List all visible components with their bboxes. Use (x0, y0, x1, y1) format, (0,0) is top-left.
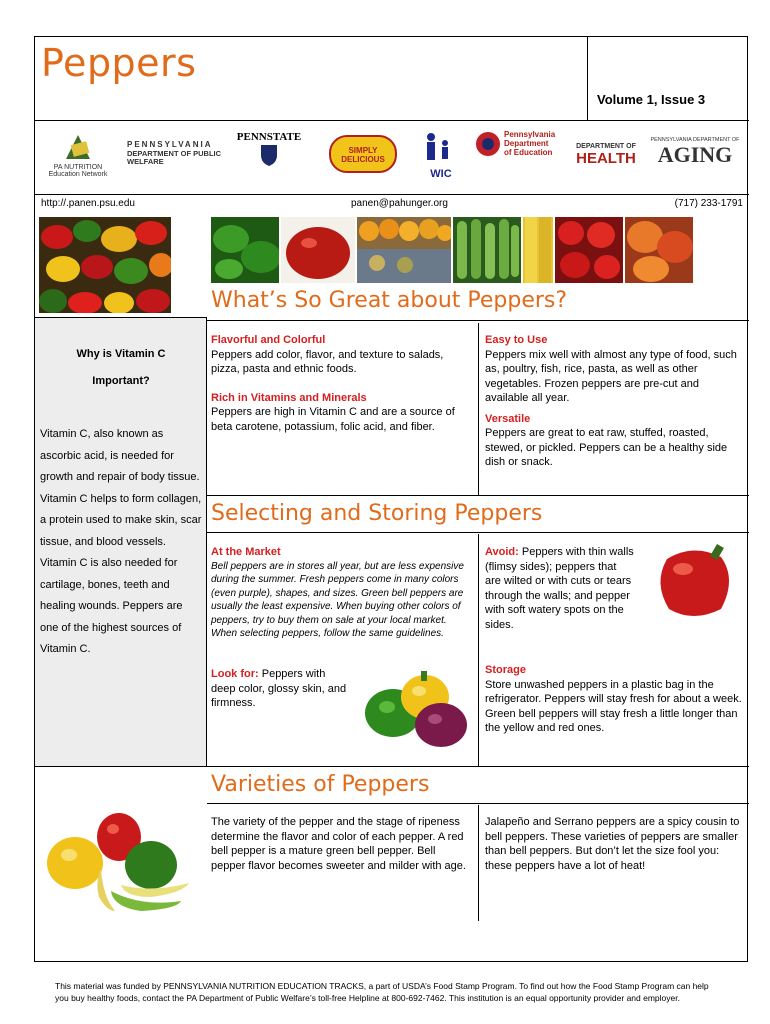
pepper-pile-photo (39, 217, 171, 313)
section2-column-divider (478, 534, 479, 766)
section1-left-column (211, 333, 475, 434)
storage-block (485, 663, 745, 736)
lookfor-body: Peppers with deep color, glossy skin, and firmness. (211, 668, 347, 709)
market-heading: At the Market (211, 546, 281, 558)
issue-label: Volume 1, Issue 3 (597, 92, 706, 107)
okra-photo (453, 217, 521, 283)
bell-peppers-trio-photo (359, 663, 475, 751)
avoid-block (485, 545, 635, 632)
varieties-right-body: Jalapeño and Serrano peppers are a spicy cousin to bell peppers. These varieties of peppers are smaller than bell peppers. But don’t let the size fool you: these peppers have a lot of heat! (485, 816, 740, 872)
aging-logo-text: PENNSYLVANIA DEPARTMENT OF (650, 137, 740, 143)
health-logo (573, 131, 639, 181)
vitamin-c-sidebar (35, 318, 207, 766)
panen-emblem-icon (58, 131, 98, 161)
rich-heading: Rich in Vitamins and Minerals (211, 391, 367, 404)
masthead (35, 37, 749, 121)
green-pepper-photo (211, 217, 279, 283)
simply-delicious-logo (325, 131, 401, 181)
section-title-varieties: Varieties of Peppers (207, 766, 749, 804)
avoid-heading: Avoid: (485, 546, 519, 558)
panen-logo (45, 131, 111, 181)
strawberry-photo (555, 217, 623, 283)
pennstate-logo-text: PENNSTATE (236, 131, 302, 143)
section1-right-column (485, 333, 745, 470)
tomato-photo (281, 217, 355, 283)
flavorful-body: Peppers add color, flavor, and texture to salads, pizza, pasta and ethnic foods. (211, 348, 444, 375)
phone-number: (717) 233-1791 (674, 198, 743, 209)
funding-footer: This material was funded by PENNSYLVANIA NUTRITION EDUCATION TRACKS, a part of USDA’s Food Stamp Program. To find out how the Food Stamp Program can help you buy healthy foods, contact the PA Department of Public Welfare’s toll-free Helpline at 800-692-7462. This institution is an equal opportunity provider and employer. (55, 981, 709, 1003)
wic-logo (415, 131, 467, 181)
storage-heading: Storage (485, 664, 526, 676)
avoid-body: Peppers with thin walls (flimsy sides); peppers that are wilted or with cuts or tears through the walls; and pepper with soft watery spots on the sides. (485, 546, 634, 631)
panen-logo-subtext: Education Network (48, 171, 108, 179)
page-title: Peppers (41, 41, 197, 85)
section3-column-divider (478, 805, 479, 921)
health-logo-subtext: HEALTH (576, 149, 636, 167)
mixed-peppers-photo (41, 801, 199, 915)
section1-column-divider (478, 323, 479, 495)
lookfor-block (211, 667, 351, 711)
section2-left-column (211, 545, 475, 641)
versatile-body: Peppers are great to eat raw, stuffed, roasted, stewed, or pickled. Peppers can be a healthy side dish or snack. (485, 427, 728, 468)
section-title-great: What’s So Great about Peppers? (207, 283, 749, 321)
flavorful-heading: Flavorful and Colorful (211, 334, 326, 346)
sidebar-body: Vitamin C, also known as ascorbic acid, is needed for growth and repair of body tissue. Vitamin C helps to form collagen, a protein used to make skin, scar tissue, and blood vessels. Vitamin C is also needed for cartilage, bones, teeth and healing wounds. Peppers are one of the highest sources of Vitamin C. (40, 428, 202, 655)
masthead-divider (587, 37, 588, 121)
easy-heading: Easy to Use (485, 334, 548, 346)
corn-photo (523, 217, 553, 283)
sidebar-question-line1: Why is Vitamin C (76, 348, 166, 360)
easy-body: Peppers mix well with almost any type of food, such as, poultry, fish, rice, pasta, as well as other vegetables. Frozen peppers are pre-cut and available all year. (485, 348, 737, 404)
section3-left-rule (35, 766, 207, 767)
email-link[interactable]: panen@pahunger.org (351, 198, 448, 209)
sidebar-question-line2: Important? (92, 375, 150, 387)
health-logo-text: DEPARTMENT OF (576, 143, 636, 150)
dpw-logo-text: PENNSYLVANIA (127, 140, 213, 149)
storage-body: Store unwashed peppers in a plastic bag in the refrigerator. Peppers will stay fresh for about a week. Green bell peppers will stay fresh a little longer than the yellow and red ones. (485, 678, 742, 734)
market-body: Bell peppers are in stores all year, but are less expensive during the summer. Fresh peppers come in many colors (even purple), shapes, and sizes. Green bell peppers are usually the least expensive. When buying other colors of peppers, try to buy them on sale at your local market. When selecting peppers, follow the same guidelines. (211, 560, 464, 639)
newsletter-page (34, 36, 748, 962)
pde-logo-subtext: Department (504, 138, 549, 148)
section3-right-column (485, 815, 745, 873)
produce-market-photo (357, 217, 451, 283)
sponsor-logo-bar (35, 121, 749, 195)
pde-logo (475, 131, 567, 181)
wic-family-icon (421, 131, 461, 165)
website-link[interactable]: http://.panen.psu.edu (41, 198, 135, 209)
dpw-logo (127, 131, 225, 181)
pde-logo-subtext-2: of Education (504, 147, 553, 157)
pennstate-logo (225, 131, 313, 181)
pennstate-shield-icon (259, 143, 279, 167)
wic-logo-text: WIC (430, 167, 452, 180)
simply-delicious-text: SIMPLY DELICIOUS (329, 135, 397, 173)
pde-logo-text: Pennsylvania (504, 131, 556, 139)
panen-logo-text: PA NUTRITION (53, 163, 103, 171)
aging-logo (649, 131, 741, 181)
red-pepper-photo (647, 539, 739, 623)
section-title-selecting: Selecting and Storing Peppers (207, 495, 749, 533)
dpw-logo-subtext: DEPARTMENT OF PUBLIC WELFARE (127, 148, 222, 167)
varieties-left-body: The variety of the pepper and the stage of ripeness determine the flavor and color of each pepper. A red bell pepper is a mature green bell pepper. Bell pepper flavor becomes sweeter and milder with age. (211, 816, 466, 872)
peach-photo (625, 217, 693, 283)
rich-body: Peppers are high in Vitamin C and are a source of beta carotene, potassium, folic acid, and fiber. (211, 406, 455, 433)
pde-emblem-icon (475, 131, 501, 157)
contact-row (35, 195, 749, 217)
aging-logo-subtext: AGING (657, 142, 733, 168)
section3-left-column (211, 815, 471, 873)
lookfor-heading: Look for: (211, 668, 259, 680)
versatile-heading: Versatile (485, 412, 531, 425)
